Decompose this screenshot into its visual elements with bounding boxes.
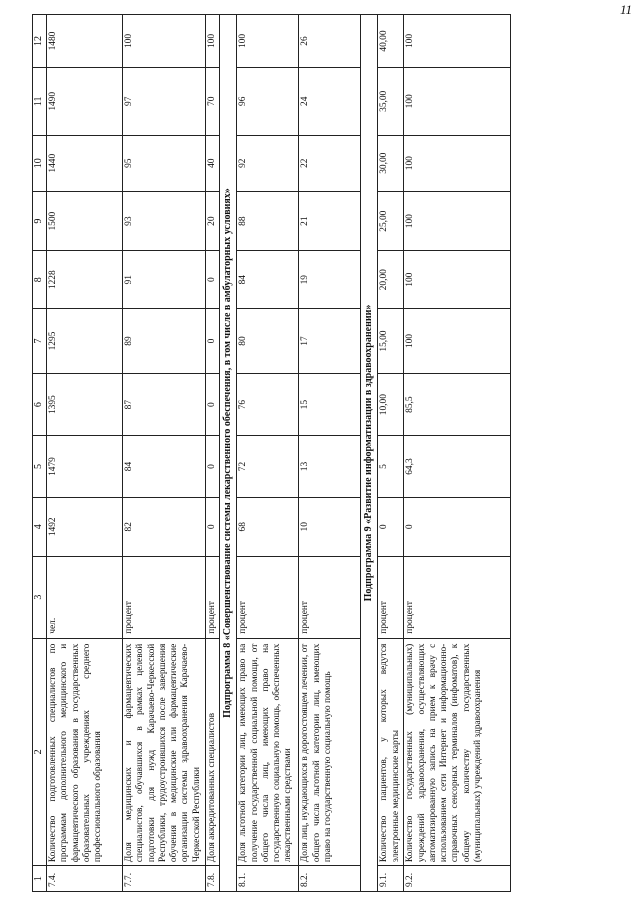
value-cell: 87 (123, 374, 206, 436)
value-cell: 82 (123, 498, 206, 557)
indicator-row (299, 15, 361, 892)
value-cell: 21 (299, 191, 361, 251)
value-cell: 15 (299, 374, 361, 436)
row-number-cell: 7.7. (123, 866, 206, 892)
unit-cell: процент (237, 556, 299, 638)
indicator-name-cell: Количество государственных (муниципальных) учреждений здравоохранения, осуществляющих автоматизированную запись на прием к врачу с использованием сети Интернет и информационно-справочных сенсорных терминалов (инфоматов), к общему количеству государственных (муниципальных) учреждений здравоохранения (404, 638, 511, 865)
value-cell: 1228 (47, 251, 123, 308)
value-cell: 100 (404, 135, 511, 191)
value-cell: 100 (404, 68, 511, 136)
section-9-rows (378, 15, 511, 892)
column-number: 7 (33, 308, 47, 373)
value-cell: 76 (237, 374, 299, 436)
value-cell: 84 (123, 436, 206, 498)
indicator-row (404, 15, 511, 892)
column-number: 6 (33, 374, 47, 436)
value-cell: 0 (206, 436, 220, 498)
value-cell: 1500 (47, 191, 123, 251)
section-7-rows (47, 15, 220, 892)
value-cell: 100 (404, 191, 511, 251)
column-number: 1 (33, 866, 47, 892)
column-number: 11 (33, 68, 47, 136)
row-number-cell: 8.2. (299, 866, 361, 892)
value-cell: 1492 (47, 498, 123, 557)
subprogram-8-row (220, 15, 237, 892)
indicator-name-cell: Доля льготной категории лиц, имеющих право на получение государственной социальной помощи, от общего числа лиц, имеющих право на государственную социальную помощь, обеспеченных лекарственными средствами (237, 638, 299, 865)
value-cell: 80 (237, 308, 299, 373)
row-number-cell: 7.8. (206, 866, 220, 892)
unit-cell: процент (404, 556, 511, 638)
unit-cell: процент (378, 556, 404, 638)
value-cell: 95 (123, 135, 206, 191)
value-cell: 70 (206, 68, 220, 136)
value-cell: 100 (404, 308, 511, 373)
value-cell: 15,00 (378, 308, 404, 373)
page-number: 11 (619, 2, 632, 17)
value-cell: 30,00 (378, 135, 404, 191)
value-cell: 1440 (47, 135, 123, 191)
row-number-cell: 9.2. (404, 866, 511, 892)
value-cell: 10 (299, 498, 361, 557)
value-cell: 96 (237, 68, 299, 136)
column-number: 10 (33, 135, 47, 191)
indicator-name-cell: Доля лиц, нуждающихся в дорогостоящем лечении, от общего числа льготной категории лиц, имеющих право на государственную социальную помощь (299, 638, 361, 865)
indicator-table-rotated (32, 14, 603, 892)
value-cell: 1395 (47, 374, 123, 436)
column-number: 2 (33, 638, 47, 865)
indicator-row (378, 15, 404, 892)
value-cell: 0 (404, 498, 511, 557)
indicator-name-cell: Количество пациентов, у которых ведутся электронные медицинские карты (378, 638, 404, 865)
row-number-cell: 7.4. (47, 866, 123, 892)
value-cell: 100 (404, 251, 511, 308)
row-number-cell: 9.1. (378, 866, 404, 892)
value-cell: 40 (206, 135, 220, 191)
column-number-row (33, 15, 47, 892)
indicator-row (237, 15, 299, 892)
indicator-row (123, 15, 206, 892)
subprogram-9-row (361, 15, 378, 892)
value-cell: 1490 (47, 68, 123, 136)
value-cell: 0 (206, 498, 220, 557)
value-cell: 93 (123, 191, 206, 251)
subprogram-9-title: Подпрограмма 9 «Развитие информатизации в здравоохранении» (361, 15, 378, 892)
value-cell: 1295 (47, 308, 123, 373)
subprogram-8-title: Подпрограмма 8 «Совершенствование системы лекарственного обеспечения, в том числе в амбулаторных условиях» (220, 15, 237, 892)
value-cell: 100 (206, 15, 220, 68)
value-cell: 100 (237, 15, 299, 68)
value-cell: 13 (299, 436, 361, 498)
value-cell: 35,00 (378, 68, 404, 136)
value-cell: 68 (237, 498, 299, 557)
column-number: 8 (33, 251, 47, 308)
value-cell: 100 (404, 15, 511, 68)
value-cell: 72 (237, 436, 299, 498)
column-number: 12 (33, 15, 47, 68)
value-cell: 19 (299, 251, 361, 308)
column-number: 9 (33, 191, 47, 251)
value-cell: 92 (237, 135, 299, 191)
value-cell: 0 (206, 374, 220, 436)
value-cell: 85,5 (404, 374, 511, 436)
indicator-name-cell: Доля медицинских и фармацевтических специалистов, обучавшихся в рамках целевой подготовки для нужд Карачаево-Черкесской Республики, трудоустроившихся после завершения обучения в медицинские или фармацевтические организации системы здравоохранения Карачаево-Черкесской Республики (123, 638, 206, 865)
value-cell: 25,00 (378, 191, 404, 251)
value-cell: 97 (123, 68, 206, 136)
indicator-row (47, 15, 123, 892)
value-cell: 64,3 (404, 436, 511, 498)
unit-cell: процент (123, 556, 206, 638)
value-cell: 24 (299, 68, 361, 136)
value-cell: 20,00 (378, 251, 404, 308)
unit-cell: процент (299, 556, 361, 638)
value-cell: 100 (123, 15, 206, 68)
value-cell: 5 (378, 436, 404, 498)
value-cell: 0 (206, 251, 220, 308)
value-cell: 10,00 (378, 374, 404, 436)
value-cell: 40,00 (378, 15, 404, 68)
column-number: 5 (33, 436, 47, 498)
value-cell: 26 (299, 15, 361, 68)
indicator-name-cell: Количество подготовленных специалистов по программам дополнительного медицинского и фармацевтического образования в государственных образовательных учреждениях среднего профессионального образования (47, 638, 123, 865)
value-cell: 1480 (47, 15, 123, 68)
column-number: 4 (33, 498, 47, 557)
unit-cell: процент (206, 556, 220, 638)
value-cell: 91 (123, 251, 206, 308)
value-cell: 1479 (47, 436, 123, 498)
indicator-row (206, 15, 220, 892)
column-number: 3 (33, 556, 47, 638)
value-cell: 20 (206, 191, 220, 251)
value-cell: 17 (299, 308, 361, 373)
value-cell: 0 (378, 498, 404, 557)
value-cell: 22 (299, 135, 361, 191)
indicator-name-cell: Доля аккредитованных специалистов (206, 638, 220, 865)
value-cell: 89 (123, 308, 206, 373)
value-cell: 88 (237, 191, 299, 251)
value-cell: 84 (237, 251, 299, 308)
unit-cell: чел. (47, 556, 123, 638)
indicator-table (32, 14, 511, 892)
section-8-rows (237, 15, 361, 892)
value-cell: 0 (206, 308, 220, 373)
row-number-cell: 8.1. (237, 866, 299, 892)
